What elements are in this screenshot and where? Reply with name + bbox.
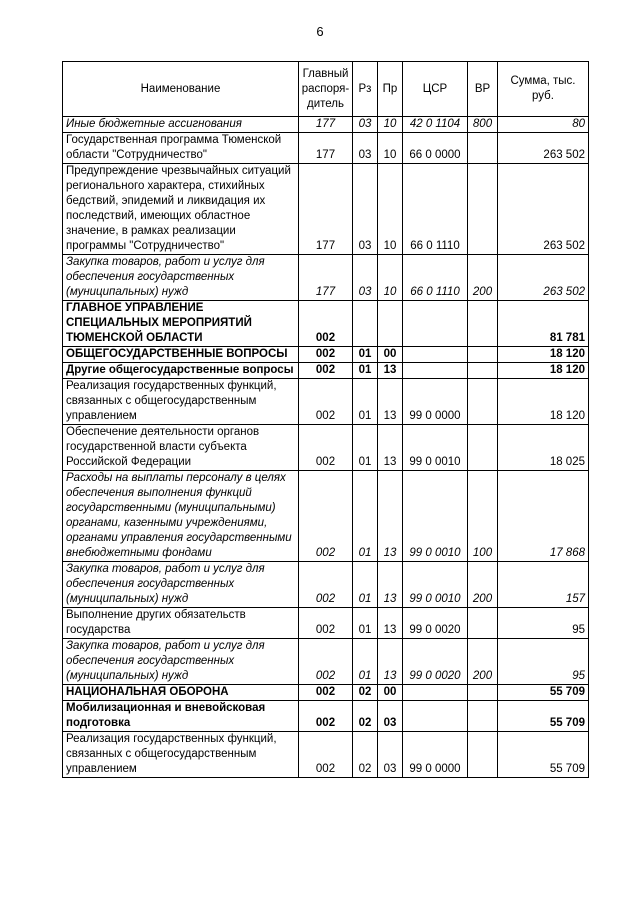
cell-main-admin: 002 [299,732,353,778]
cell-csr: 99 0 0000 [403,379,468,425]
cell-name: Обеспечение деятельности органов государственной власти субъекта Российской Федерации [63,425,299,471]
cell-name: Реализация государственных функций, связанных с общегосударственным управлением [63,379,299,425]
cell-csr: 66 0 1110 [403,164,468,255]
table-body [63,117,589,778]
header-vr: ВР [468,62,498,117]
cell-main-admin: 002 [299,425,353,471]
cell-main-admin: 002 [299,608,353,639]
cell-sum: 95 [498,608,589,639]
cell-main-admin: 002 [299,363,353,379]
cell-vr: 200 [468,639,498,685]
cell-rz: 03 [353,255,378,301]
cell-pr: 10 [378,164,403,255]
table-row [63,701,589,732]
table-row [63,363,589,379]
cell-main-admin: 177 [299,117,353,133]
cell-csr: 66 0 0000 [403,133,468,164]
cell-vr: 100 [468,471,498,562]
cell-csr: 99 0 0010 [403,425,468,471]
cell-name: Выполнение других обязательств государства [63,608,299,639]
cell-name: Иные бюджетные ассигнования [63,117,299,133]
cell-rz: 03 [353,117,378,133]
cell-name: НАЦИОНАЛЬНАЯ ОБОРОНА [63,685,299,701]
cell-vr [468,363,498,379]
cell-rz: 01 [353,363,378,379]
cell-rz: 01 [353,425,378,471]
table-row [63,117,589,133]
cell-sum: 18 120 [498,363,589,379]
cell-main-admin: 002 [299,379,353,425]
cell-main-admin: 177 [299,164,353,255]
table-row [63,639,589,685]
cell-sum: 95 [498,639,589,685]
cell-pr [378,301,403,347]
table-row [63,471,589,562]
table-header-row [63,62,589,117]
cell-pr: 13 [378,562,403,608]
header-pr: Пр [378,62,403,117]
table-row [63,608,589,639]
header-rz: Рз [353,62,378,117]
cell-main-admin: 002 [299,701,353,732]
cell-vr [468,685,498,701]
table-row [63,301,589,347]
cell-pr: 13 [378,425,403,471]
cell-pr: 13 [378,639,403,685]
cell-csr: 42 0 1104 [403,117,468,133]
cell-rz: 01 [353,639,378,685]
cell-main-admin: 177 [299,133,353,164]
cell-vr [468,133,498,164]
cell-rz: 02 [353,685,378,701]
cell-main-admin: 002 [299,562,353,608]
table-row [63,425,589,471]
cell-sum: 55 709 [498,685,589,701]
cell-csr: 99 0 0010 [403,471,468,562]
cell-sum: 263 502 [498,164,589,255]
cell-csr: 99 0 0020 [403,639,468,685]
page-number: 6 [316,24,324,39]
cell-csr [403,347,468,363]
cell-main-admin: 177 [299,255,353,301]
cell-csr: 66 0 1110 [403,255,468,301]
cell-sum: 81 781 [498,301,589,347]
cell-name: Закупка товаров, работ и услуг для обеспечения государственных (муниципальных) нужд [63,562,299,608]
cell-sum: 263 502 [498,255,589,301]
cell-pr: 13 [378,379,403,425]
table-row [63,255,589,301]
cell-pr: 10 [378,117,403,133]
cell-main-admin: 002 [299,685,353,701]
table-row [63,685,589,701]
cell-csr: 99 0 0020 [403,608,468,639]
cell-vr [468,732,498,778]
cell-rz: 03 [353,133,378,164]
budget-table [62,61,589,778]
cell-rz: 01 [353,347,378,363]
table-row [63,379,589,425]
cell-rz: 02 [353,732,378,778]
cell-vr [468,701,498,732]
cell-main-admin: 002 [299,639,353,685]
cell-vr [468,164,498,255]
cell-sum: 18 120 [498,347,589,363]
header-main-admin: Главный распоря-дитель [299,62,353,117]
cell-name: ОБЩЕГОСУДАРСТВЕННЫЕ ВОПРОСЫ [63,347,299,363]
cell-csr [403,701,468,732]
cell-vr [468,608,498,639]
cell-sum: 18 025 [498,425,589,471]
header-sum: Сумма, тыс. руб. [498,62,589,117]
cell-name: Мобилизационная и вневойсковая подготовка [63,701,299,732]
cell-rz: 01 [353,562,378,608]
cell-sum: 263 502 [498,133,589,164]
cell-pr: 13 [378,363,403,379]
cell-csr [403,685,468,701]
cell-vr: 200 [468,562,498,608]
cell-rz: 02 [353,701,378,732]
cell-rz: 01 [353,379,378,425]
cell-pr: 13 [378,471,403,562]
cell-name: Государственная программа Тюменской области "Сотрудничество" [63,133,299,164]
cell-main-admin: 002 [299,471,353,562]
cell-rz: 01 [353,471,378,562]
cell-vr [468,379,498,425]
cell-vr: 200 [468,255,498,301]
table-row [63,562,589,608]
cell-vr [468,425,498,471]
cell-pr: 03 [378,701,403,732]
cell-name: Расходы на выплаты персоналу в целях обеспечения выполнения функций государственными (муниципальными) органами, казенными учреждениями, органами управления государственными внебюджетными фондами [63,471,299,562]
cell-pr: 10 [378,255,403,301]
cell-sum: 55 709 [498,732,589,778]
cell-name: Реализация государственных функций, связанных с общегосударственным управлением [63,732,299,778]
cell-rz: 03 [353,164,378,255]
cell-main-admin: 002 [299,347,353,363]
cell-sum: 80 [498,117,589,133]
cell-sum: 18 120 [498,379,589,425]
cell-sum: 17 868 [498,471,589,562]
header-name: Наименование [63,62,299,117]
cell-main-admin: 002 [299,301,353,347]
cell-vr [468,301,498,347]
table-row [63,732,589,778]
cell-name: Другие общегосударственные вопросы [63,363,299,379]
cell-rz [353,301,378,347]
cell-vr [468,347,498,363]
header-csr: ЦСР [403,62,468,117]
cell-sum: 157 [498,562,589,608]
cell-pr: 10 [378,133,403,164]
cell-pr: 00 [378,685,403,701]
cell-pr: 13 [378,608,403,639]
cell-name: Закупка товаров, работ и услуг для обеспечения государственных (муниципальных) нужд [63,639,299,685]
cell-csr: 99 0 0010 [403,562,468,608]
table-row [63,347,589,363]
cell-pr: 00 [378,347,403,363]
cell-csr [403,363,468,379]
table-row [63,164,589,255]
cell-name: ГЛАВНОЕ УПРАВЛЕНИЕ СПЕЦИАЛЬНЫХ МЕРОПРИЯТИЙ ТЮМЕНСКОЙ ОБЛАСТИ [63,301,299,347]
cell-vr: 800 [468,117,498,133]
cell-csr [403,301,468,347]
table-row [63,133,589,164]
cell-rz: 01 [353,608,378,639]
cell-csr: 99 0 0000 [403,732,468,778]
cell-sum: 55 709 [498,701,589,732]
cell-name: Закупка товаров, работ и услуг для обеспечения государственных (муниципальных) нужд [63,255,299,301]
cell-pr: 03 [378,732,403,778]
cell-name: Предупреждение чрезвычайных ситуаций регионального характера, стихийных бедствий, эпидемий и ликвидация их последствий, имеющих областное значение, в рамках реализации программы "Сотрудничество" [63,164,299,255]
